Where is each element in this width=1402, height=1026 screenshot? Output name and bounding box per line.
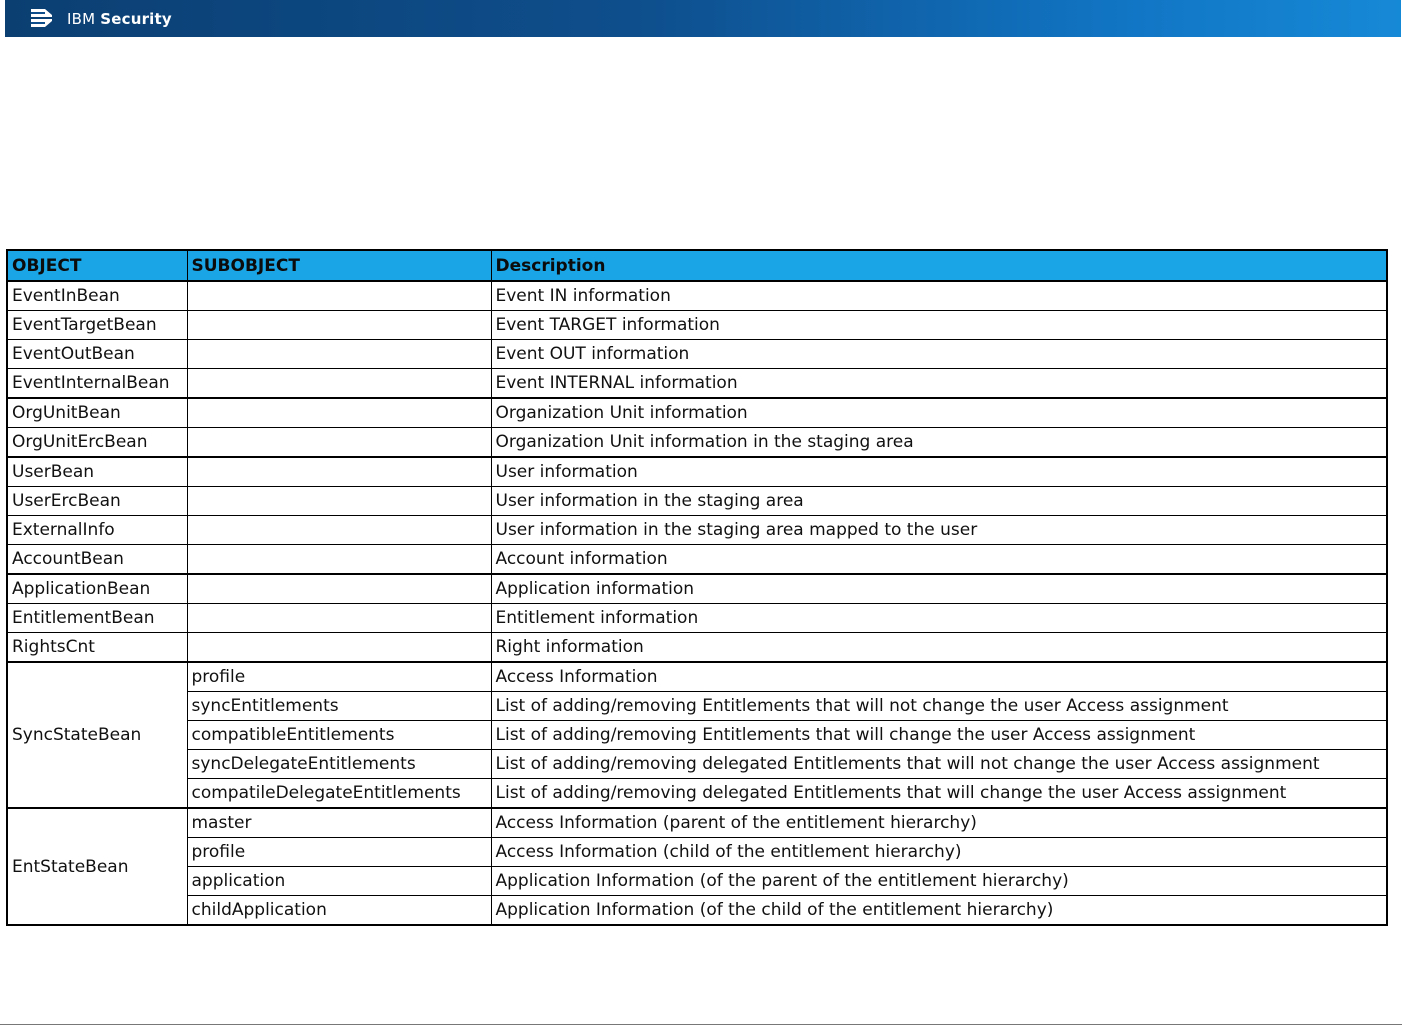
description-cell: Access Information (child of the entitlement hierarchy): [491, 838, 1387, 867]
table-row: [7, 896, 1387, 926]
description-cell: Account information: [491, 545, 1387, 575]
brand-security: Security: [100, 10, 172, 28]
description-cell: Entitlement information: [491, 604, 1387, 633]
table-row: [7, 398, 1387, 428]
description-cell: Application information: [491, 574, 1387, 604]
subobject-cell: master: [187, 808, 491, 838]
table-row: [7, 545, 1387, 575]
description-cell: List of adding/removing delegated Entitlements that will not change the user Access assignment: [491, 750, 1387, 779]
subobject-cell: [187, 428, 491, 458]
column-header-subobject: SUBOBJECT: [187, 250, 491, 281]
subobject-cell: [187, 545, 491, 575]
table-row: [7, 662, 1387, 692]
subobject-cell: syncDelegateEntitlements: [187, 750, 491, 779]
description-cell: List of adding/removing delegated Entitlements that will change the user Access assignment: [491, 779, 1387, 809]
table-row: [7, 281, 1387, 311]
description-cell: Event INTERNAL information: [491, 369, 1387, 399]
object-cell: ApplicationBean: [7, 574, 187, 604]
table-row: [7, 311, 1387, 340]
object-cell: EntitlementBean: [7, 604, 187, 633]
description-cell: Event IN information: [491, 281, 1387, 311]
object-cell: EventInBean: [7, 281, 187, 311]
description-cell: Access Information (parent of the entitlement hierarchy): [491, 808, 1387, 838]
subobject-cell: profile: [187, 838, 491, 867]
brand-ibm: IBM: [67, 10, 96, 28]
object-cell-syncstatebean: SyncStateBean: [7, 662, 187, 808]
subobject-cell: [187, 369, 491, 399]
subobject-cell: [187, 340, 491, 369]
table-row: [7, 867, 1387, 896]
table-row: [7, 340, 1387, 369]
table-row: [7, 428, 1387, 458]
subobject-cell: [187, 604, 491, 633]
subobject-cell: [187, 516, 491, 545]
ibm-security-shield-icon: [28, 6, 56, 32]
description-cell: Access Information: [491, 662, 1387, 692]
description-cell: Event TARGET information: [491, 311, 1387, 340]
column-header-description: Description: [491, 250, 1387, 281]
description-cell: Organization Unit information in the staging area: [491, 428, 1387, 458]
description-cell: Application Information (of the child of the entitlement hierarchy): [491, 896, 1387, 926]
subobject-cell: [187, 633, 491, 663]
object-cell: RightsCnt: [7, 633, 187, 663]
object-reference-table: [6, 249, 1388, 926]
subobject-cell: application: [187, 867, 491, 896]
object-cell: EventOutBean: [7, 340, 187, 369]
table-row: [7, 604, 1387, 633]
table-row: [7, 369, 1387, 399]
description-cell: Application Information (of the parent of the entitlement hierarchy): [491, 867, 1387, 896]
column-header-object: OBJECT: [7, 250, 187, 281]
object-cell: AccountBean: [7, 545, 187, 575]
description-cell: Right information: [491, 633, 1387, 663]
table-row: [7, 750, 1387, 779]
object-cell: EventInternalBean: [7, 369, 187, 399]
description-cell: User information: [491, 457, 1387, 487]
object-cell: EventTargetBean: [7, 311, 187, 340]
object-cell: UserErcBean: [7, 487, 187, 516]
table-row: [7, 516, 1387, 545]
description-cell: User information in the staging area mapped to the user: [491, 516, 1387, 545]
table-row: [7, 721, 1387, 750]
object-cell: OrgUnitErcBean: [7, 428, 187, 458]
table-row: [7, 779, 1387, 809]
subobject-cell: childApplication: [187, 896, 491, 926]
subobject-cell: profile: [187, 662, 491, 692]
subobject-cell: [187, 311, 491, 340]
subobject-cell: compatileDelegateEntitlements: [187, 779, 491, 809]
object-cell-entstatebean: EntStateBean: [7, 808, 187, 925]
table-row: [7, 633, 1387, 663]
subobject-cell: syncEntitlements: [187, 692, 491, 721]
subobject-cell: compatibleEntitlements: [187, 721, 491, 750]
subobject-cell: [187, 457, 491, 487]
object-cell: OrgUnitBean: [7, 398, 187, 428]
subobject-cell: [187, 281, 491, 311]
table-header-row: [7, 250, 1387, 281]
table-row: [7, 838, 1387, 867]
footer-divider: [0, 1024, 1402, 1025]
object-cell: ExternalInfo: [7, 516, 187, 545]
description-cell: Event OUT information: [491, 340, 1387, 369]
table-row: [7, 457, 1387, 487]
table-row: [7, 808, 1387, 838]
description-cell: List of adding/removing Entitlements that will change the user Access assignment: [491, 721, 1387, 750]
subobject-cell: [187, 487, 491, 516]
description-cell: User information in the staging area: [491, 487, 1387, 516]
object-cell: UserBean: [7, 457, 187, 487]
subobject-cell: [187, 398, 491, 428]
table-row: [7, 487, 1387, 516]
ibm-security-header-bar: [5, 0, 1401, 37]
description-cell: List of adding/removing Entitlements that will not change the user Access assignment: [491, 692, 1387, 721]
description-cell: Organization Unit information: [491, 398, 1387, 428]
table-row: [7, 692, 1387, 721]
brand-logotype: [67, 9, 172, 29]
subobject-cell: [187, 574, 491, 604]
table-row: [7, 574, 1387, 604]
